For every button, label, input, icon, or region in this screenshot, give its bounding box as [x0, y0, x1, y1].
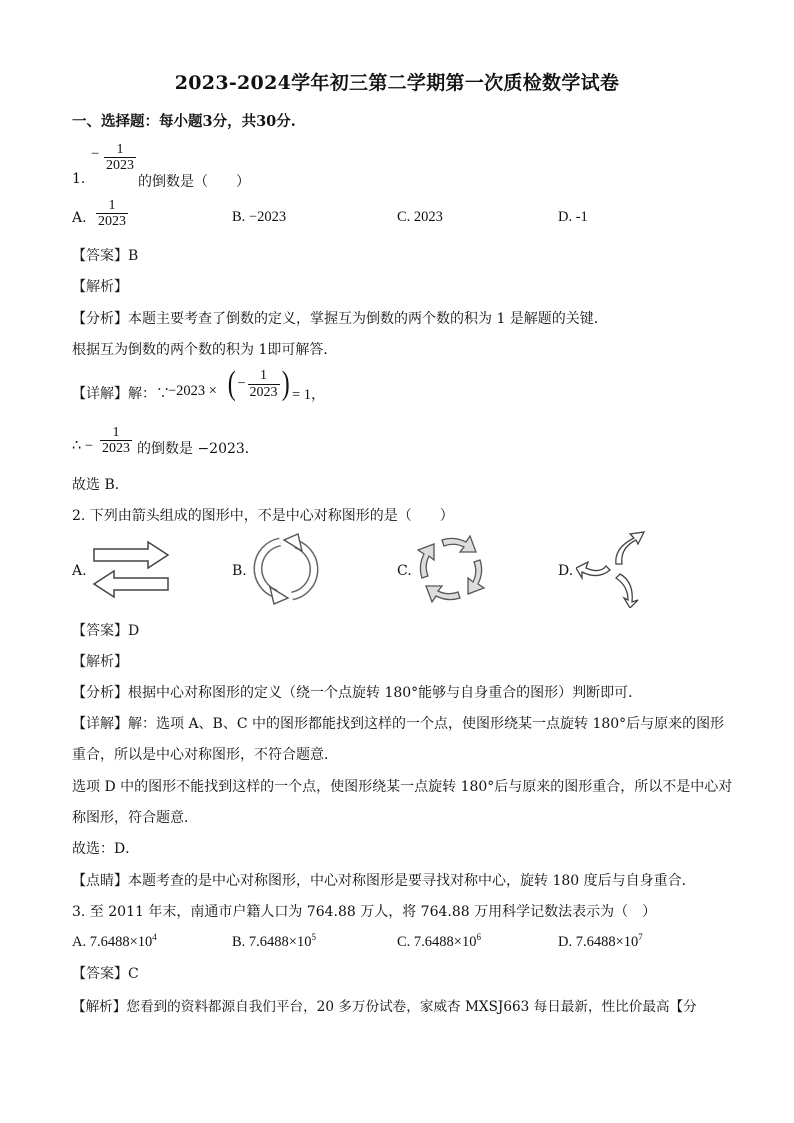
q1-detail-minus: − [237, 375, 246, 392]
q1-stem-tail: 的倒数是（ ） [138, 174, 250, 190]
q3-answer: 【答案】C [72, 966, 139, 982]
q1-detail-prefix: 【详解】解：∵ [72, 386, 170, 402]
q2-fenxi: 【分析】根据中心对称图形的定义（绕一个点旋转 180°能够与自身重合的图形）判断即可． [72, 685, 643, 701]
q1-detail-denominator: 2023 [249, 384, 278, 400]
q3-option-d-exponent: 7 [638, 932, 643, 942]
q1-detail-product: −2023 × [168, 383, 217, 399]
q1-option-d: D. -1 [558, 209, 588, 225]
circular-arrows-figure-icon [250, 532, 322, 606]
q1-frac-numerator: 1 [104, 142, 136, 158]
q1-choose: 故选 B． [72, 477, 129, 493]
q3-option-c [397, 932, 481, 951]
q1-number: 1. [72, 171, 86, 187]
q2-detail-line3: 选项 D 中的图形不能找到这样的一个点，使图形绕某一点旋转 180°后与原来的图形重合，所以不是中心对 [72, 779, 733, 795]
q3-analysis-line: 【解析】您看到的资料都源自我们平台，20 多万份试卷，家威杏 MXSJ663 每日最新，性比价最高【分 [72, 999, 697, 1015]
double-arrow-figure-icon [90, 540, 172, 602]
q3-option-a-exponent: 4 [152, 932, 157, 942]
q3-option-b-base: B. 7.6488×10 [232, 933, 312, 950]
four-arrows-cycle-figure-icon [414, 532, 488, 606]
q1-stem-fraction [104, 142, 136, 174]
q1-option-a-fraction [96, 198, 128, 230]
q3-option-b-exponent: 5 [311, 932, 316, 942]
q1-option-c: C. 2023 [397, 209, 443, 225]
q1-answer: 【答案】B [72, 248, 139, 264]
q1-therefore-fraction [100, 425, 132, 457]
q1-option-b: B. −2023 [232, 209, 287, 225]
three-arrows-swirl-figure-icon [576, 530, 650, 608]
q2-choose: 故选：D． [72, 841, 140, 857]
q1-fenxi2: 根据互为倒数的两个数的积为 1即可解答． [72, 342, 338, 358]
q3-option-a [72, 932, 157, 951]
page-title: 2023-2024学年初三第二学期第一次质检数学试卷 [174, 72, 620, 94]
q1-detail-paren-group [226, 367, 291, 401]
q3-option-b [232, 932, 316, 951]
q3-option-d [558, 932, 643, 951]
q1-fenxi: 【分析】本题主要考查了倒数的定义，掌握互为倒数的两个数的积为 1 是解题的关键． [72, 311, 608, 327]
q1-analysis-heading: 【解析】 [72, 279, 128, 295]
q3-option-c-exponent: 6 [476, 932, 481, 942]
q2-analysis-heading: 【解析】 [72, 654, 128, 670]
q1-detail-equals: = 1， [292, 387, 326, 403]
q2-answer: 【答案】D [72, 623, 140, 639]
q1-stem-minus: − [91, 146, 100, 162]
left-paren: ( [227, 365, 236, 402]
right-paren: ) [281, 365, 290, 402]
q2-option-c-label: C. [397, 563, 412, 579]
q1-therefore-prefix: ∴ − [72, 438, 94, 454]
q2-option-b-label: B. [232, 563, 247, 579]
q3-option-a-base: A. 7.6488×10 [72, 933, 153, 950]
q3-option-c-base: C. 7.6488×10 [397, 933, 477, 950]
q2-detail-line2: 重合，所以是中心对称图形，不符合题意． [72, 747, 338, 763]
q1-option-a-label: A. [72, 210, 87, 226]
q1-therefore-denominator: 2023 [102, 441, 130, 457]
q1-therefore-numerator: 1 [100, 425, 132, 441]
q1-option-a-denominator: 2023 [98, 214, 126, 230]
q2-detail-line1: 【详解】解：选项 A、B、C 中的图形都能找到这样的一个点，使图形绕某一点旋转 180°后与原来的图形 [72, 716, 725, 732]
q2-option-a-label: A. [72, 563, 87, 579]
q2-detail-line4: 称图形，符合题意． [72, 810, 198, 826]
q1-frac-denominator: 2023 [106, 158, 134, 174]
q2-stem: 2. 下列由箭头组成的图形中，不是中心对称图形的是（ ） [72, 508, 454, 524]
section-heading: 一、选择题：每小题3分，共30分. [72, 113, 296, 130]
q1-detail-numerator: 1 [248, 368, 280, 384]
q2-dianjing: 【点睛】本题考查的是中心对称图形，中心对称图形是要寻找对称中心，旋转 180 度后与自身重合． [72, 873, 696, 889]
q3-option-d-base: D. 7.6488×10 [558, 933, 639, 950]
q3-stem: 3. 至 2011 年末，南通市户籍人口为 764.88 万人，将 764.88 万用科学记数法表示为（ ） [72, 904, 657, 920]
q1-therefore-tail: 的倒数是 −2023． [137, 441, 259, 457]
q2-option-d-label: D. [558, 563, 574, 579]
q1-option-a-numerator: 1 [96, 198, 128, 214]
